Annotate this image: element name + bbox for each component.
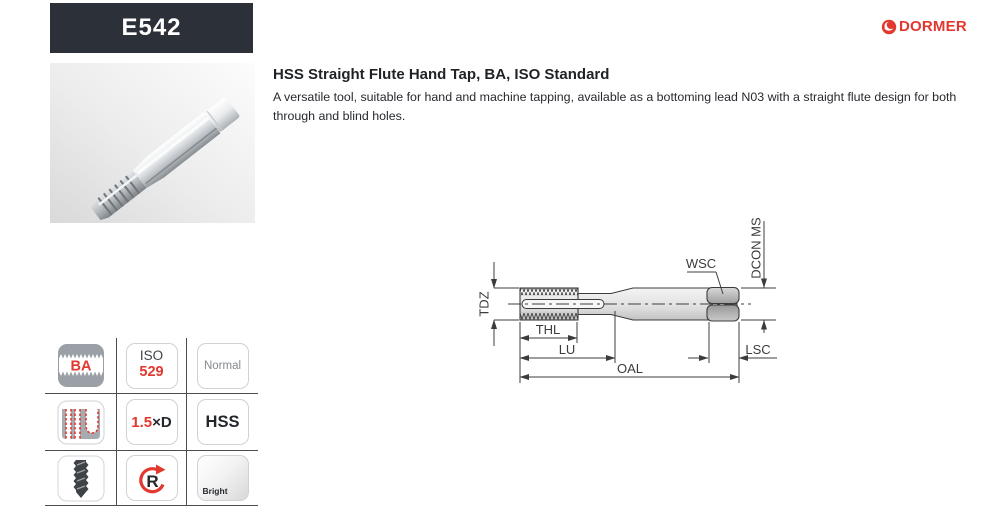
- attribute-grid: [45, 338, 258, 506]
- product-title: HSS Straight Flute Hand Tap, BA, ISO Standard: [273, 66, 610, 83]
- brand-name: DORMER: [899, 18, 967, 35]
- material-tile: [197, 399, 249, 445]
- thread-type-label: BA: [70, 358, 91, 375]
- thread-depth-value: 1.5: [131, 413, 153, 431]
- attr-cell-thread-depth: [117, 394, 187, 451]
- lead-tile: [197, 343, 249, 389]
- attr-cell-thread-type: [45, 338, 117, 394]
- dim-label-tdz: TDZ: [476, 291, 492, 317]
- thread-depth-unit: ×D: [152, 413, 172, 431]
- attr-cell-tap-style: [45, 451, 117, 506]
- dormer-swoosh-icon: [881, 19, 897, 35]
- rotation-tile: [126, 455, 178, 501]
- dim-label-wsc: WSC: [685, 256, 717, 271]
- material-label: HSS: [205, 412, 240, 431]
- right-hand-rotation-icon: [132, 458, 172, 498]
- product-code: E542: [121, 14, 182, 41]
- attr-cell-finish: [187, 451, 258, 506]
- attr-cell-hole-type: [45, 394, 117, 451]
- dim-label-lu: LU: [558, 342, 576, 357]
- thread-depth-tile: [126, 399, 178, 445]
- ba-thread-profile-icon: [57, 343, 105, 388]
- through-and-blind-holes-icon: [57, 400, 105, 445]
- dim-label-thl: THL: [535, 322, 561, 337]
- product-description-block: [273, 66, 965, 126]
- dim-label-lsc: LSC: [745, 342, 771, 357]
- brand-logo: [881, 18, 967, 35]
- lead-label: Normal: [203, 359, 242, 372]
- finish-label: Bright: [202, 486, 228, 496]
- attr-cell-rotation: [117, 451, 187, 506]
- standard-line1: ISO: [139, 348, 164, 364]
- iso-standard-tile: [126, 343, 178, 389]
- standard-line2: 529: [139, 364, 164, 381]
- dim-label-dcon-ms: DCON MS: [748, 217, 764, 279]
- bottoming-tap-icon: [57, 455, 105, 502]
- finish-tile: [197, 455, 249, 501]
- dimension-diagram: [460, 215, 800, 393]
- attr-cell-material: [187, 394, 258, 451]
- product-description: A versatile tool, suitable for hand and machine tapping, available as a bottoming lead N03 with a straight flute design for both through and blind holes.: [273, 90, 957, 124]
- product-photo: [50, 63, 255, 223]
- rotation-label: R: [145, 472, 159, 491]
- dim-label-oal: OAL: [616, 361, 644, 376]
- attr-cell-lead: [187, 338, 258, 394]
- product-code-box: [50, 3, 253, 53]
- attr-cell-standard: [117, 338, 187, 394]
